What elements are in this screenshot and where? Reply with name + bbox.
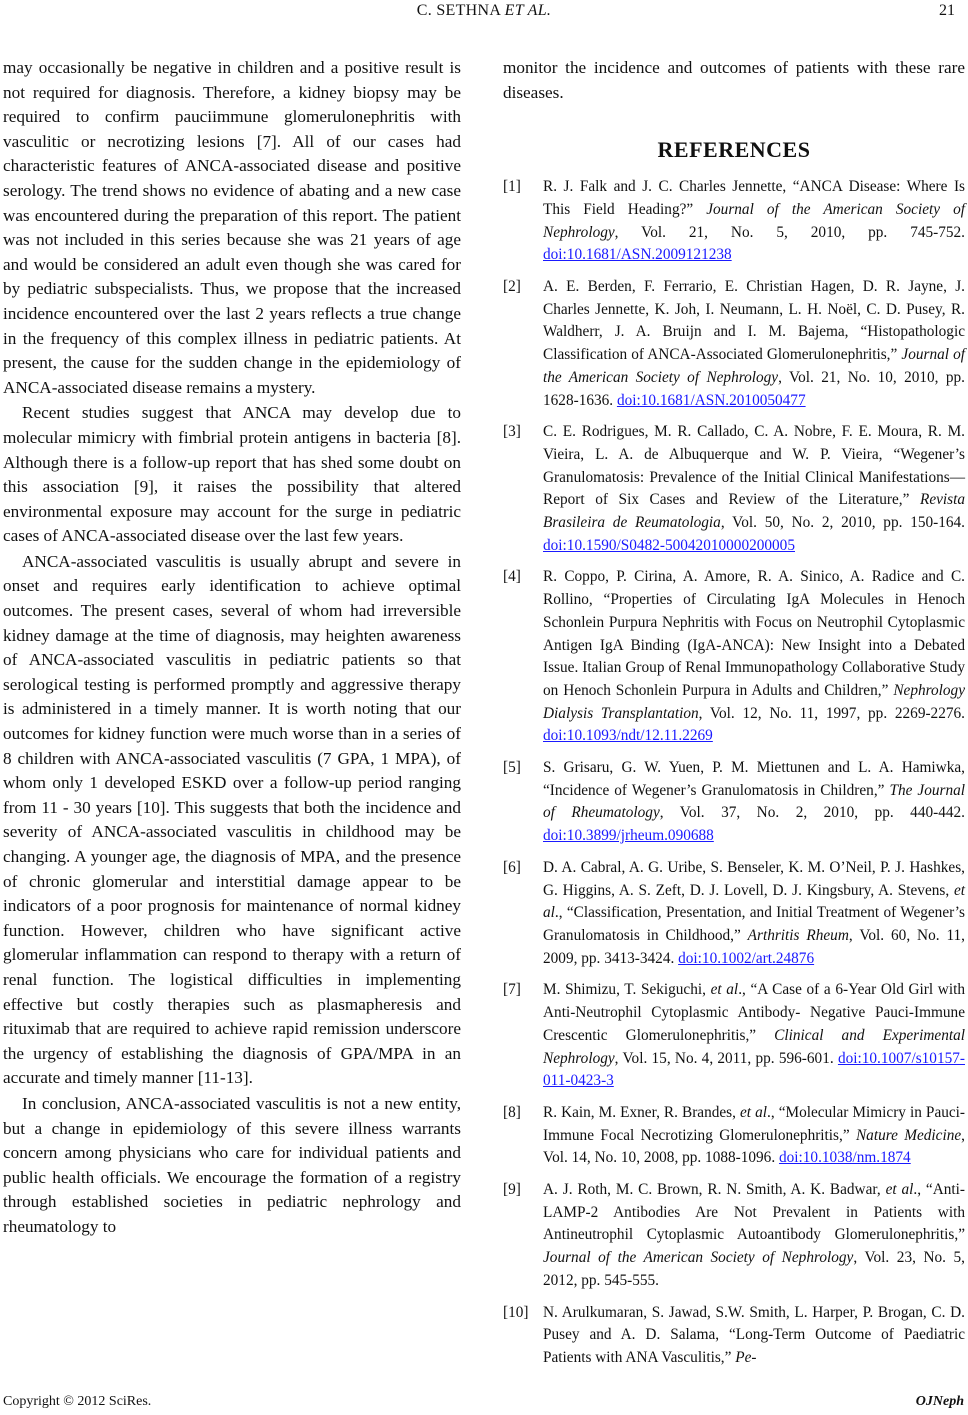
reference-journal: Revista Brasileira de Reumatologia <box>543 491 965 532</box>
reference-title: ., “Anti-LAMP-2 Antibodies Are Not Prevalent in Patients with Antineutrophil Cytoplasmic Autoantibody Glomerulonephritis,” <box>543 1181 965 1244</box>
reference-journal: Journal of the American Society of Nephrology <box>543 1249 854 1267</box>
journal-abbreviation: OJNeph <box>915 1394 964 1409</box>
reference-item <box>503 421 965 557</box>
reference-number: [7] <box>503 981 521 999</box>
copyright-notice: Copyright © 2012 SciRes. <box>3 1394 152 1409</box>
page-number: 21 <box>939 2 955 19</box>
reference-volume-pages: , Vol. 50, No. 2, 2010, pp. 150-164. <box>720 514 966 532</box>
reference-title: ., “A Case of a 6-Year Old Girl with Anti-Neutrophil Cytoplasmic Antibody- Negative Pauci-Immune Crescentic Glomerulonephritis,” <box>543 981 965 1044</box>
reference-number: [2] <box>503 278 521 295</box>
reference-item <box>503 1102 965 1170</box>
reference-doi-link[interactable]: doi:10.1093/ndt/12.11.2269 <box>543 727 713 745</box>
reference-doi-link[interactable]: doi:10.1590/S0482-50042010000200005 <box>543 536 795 554</box>
left-column <box>3 56 461 1240</box>
body-paragraph: Recent studies suggest that ANCA may develop due to molecular mimicry with fimbrial protein antigens in bacteria [8]. Although there is a follow-up report that has shed some doubt on this association [9], it raises the possibility that altered environmental exposure may account for the surge in pediatric cases of ANCA-associated disease over the last few years. <box>3 403 461 546</box>
reference-list <box>503 176 965 1369</box>
reference-number: [10] <box>503 1303 529 1321</box>
reference-etal: et al <box>543 881 965 922</box>
reference-text <box>543 423 965 554</box>
reference-authors-title: D. A. Cabral, A. G. Uribe, S. Benseler, K. M. O’Neil, P. J. Hashkes, G. Higgins, A. S. Zeft, D. J. Lovell, D. J. Kingsbury, A. Stevens, <box>543 858 965 899</box>
reference-journal: Pe- <box>735 1348 757 1366</box>
page-header <box>0 0 968 30</box>
running-head-etal: ET AL. <box>504 2 552 19</box>
reference-authors-title: R. J. Falk and J. C. Charles Jennette, “ANCA Disease: Where Is This Field Heading?” <box>543 178 965 218</box>
reference-authors-title: A. J. Roth, M. C. Brown, R. N. Smith, A. K. Badwar, <box>543 1181 886 1199</box>
reference-volume-pages: , Vol. 21, No. 5, 2010, pp. 745-752. <box>614 223 965 241</box>
running-head <box>0 2 968 20</box>
reference-volume-pages: , Vol. 15, No. 4, 2011, pp. 596-601. <box>614 1049 838 1067</box>
reference-text <box>543 1104 965 1166</box>
reference-etal: et al <box>885 1181 914 1199</box>
reference-journal: Clinical and Experimental Nephrology <box>543 1026 966 1067</box>
right-column <box>503 56 965 1379</box>
reference-title: ., “Classification, Presentation, and Initial Treatment of Wegener’s Granulomatosis in Childhood,” <box>543 904 965 944</box>
reference-item <box>503 1302 965 1370</box>
reference-volume-pages: , Vol. 23, No. 5, 2012, pp. 545-555. <box>543 1249 965 1289</box>
reference-volume-pages: , Vol. 14, No. 10, 2008, pp. 1088-1096. <box>543 1126 965 1167</box>
reference-text <box>543 1304 965 1366</box>
reference-journal: Journal of the American Society of Nephrology <box>543 200 965 241</box>
reference-authors-title: C. E. Rodrigues, M. R. Callado, C. A. Nobre, F. E. Moura, R. M. Vieira, L. A. de Albuquerque and W. P. Vieira, “Wegener’s Granulomatosis: Prevalence of the Initial Clinical Manifestations—Report of Six Cases and Review of the Literature,” <box>543 423 965 509</box>
reference-volume-pages: , Vol. 21, No. 10, 2010, pp. 1628-1636. <box>543 368 966 409</box>
reference-text <box>543 568 965 744</box>
reference-journal: Journal of the American Society of Nephrology <box>543 346 965 386</box>
reference-item <box>503 276 965 412</box>
reference-title: ., “Molecular Mimicry in Pauci-Immune Focal Necrotizing Glomerulonephritis,” <box>543 1103 966 1144</box>
reference-item <box>503 1179 965 1293</box>
reference-journal: The Journal of Rheumatology <box>543 781 965 822</box>
reference-journal: Nature Medicine <box>855 1126 962 1144</box>
reference-doi-link[interactable]: doi:10.3899/jrheum.090688 <box>543 827 714 845</box>
reference-text <box>543 178 965 263</box>
reference-authors-title: A. E. Berden, F. Ferrario, E. Christian Hagen, D. R. Jayne, J. Charles Jennette, K. Joh, I. Neumann, L. H. Noël, C. D. Pusey, R. Waldherr, J. A. Bruijn and I. M. Bajema, “Histopathologic Classification of ANCA-Associated Glomerulonephritis,” <box>543 278 965 364</box>
body-paragraph: ANCA-associated vasculitis is usually abrupt and severe in onset and requires early identification to achieve optimal outcomes. The present cases, several of whom had irreversible kidney damage at the time of diagnosis, may heighten awareness of ANCA-associated vasculitis in pediatric patients so that serological testing is performed promptly and aggressive therapy is administered in a timely manner. It is worth noting that our outcomes for kidney function were much worse than in a series of 8 children with ANCA-associated vasculitis (7 GPA, 1 MPA), of whom only 1 developed ESKD over a follow-up period ranging from 11 - 30 years [10]. This suggests that both the incidence and severity of ANCA-associated vasculitis in childhood may be changing. A younger age, the diagnosis of MPA, and the presence of chronic glomerular and interstitial damage appear to be indicators of a poor prognosis for maintenance of normal kidney function. However, children who have significant active glomerular inflammation can respond to therapy with a return of renal function. The logistical difficulties in implementing effective but costly therapies such as plasmapheresis and rituximab that are required to achieve rapid remission underscore the urgency of establishing the diagnosis of GPA/MPA in an accurate and timely manner [11-13]. <box>3 551 461 1088</box>
reference-number: [3] <box>503 423 521 441</box>
reference-number: [5] <box>503 759 521 777</box>
reference-authors-title: R. Coppo, P. Cirina, A. Amore, R. A. Sinico, A. Radice and C. Rollino, “Properties of Circulating IgA Molecules in Henoch Schonlein Purpura Nephritis with Focus on Neutrophil Cytoplasmic Antigen IgA Binding (IgA-ANCA): New Insight into a Debated Issue. Italian Group of Renal Immunopathology Collaborative Study on Henoch Schonlein Purpura in Adults and Children,” <box>543 568 965 699</box>
references-heading: REFERENCES <box>657 137 811 163</box>
reference-etal: et al <box>710 981 739 999</box>
reference-authors-title: R. Kain, M. Exner, R. Brandes, <box>543 1103 741 1121</box>
reference-authors-title: N. Arulkumaran, S. Jawad, S.W. Smith, L. Harper, P. Brogan, C. D. Pusey and A. D. Salama, “Long-Term Outcome of Paediatric Patients with ANA Vasculitis,” <box>543 1303 965 1366</box>
body-paragraph: In conclusion, ANCA-associated vasculitis is not a new entity, but a change in epidemiology of this severe illness warrants concern among physicians who care for individual patients and public health officials. We encourage the formation of a registry through established societies in pediatric nephrology and rheumatology to <box>3 1093 461 1236</box>
reference-text <box>543 859 965 967</box>
reference-number: [8] <box>503 1103 521 1121</box>
reference-number: [4] <box>503 568 521 586</box>
reference-item <box>503 979 965 1093</box>
reference-number: [1] <box>503 178 521 196</box>
running-head-authors: C. SETHNA <box>416 2 505 19</box>
reference-doi-link[interactable]: doi:10.1038/nm.1874 <box>778 1149 911 1167</box>
reference-doi-link[interactable]: doi:10.1681/ASN.2009121238 <box>543 246 732 264</box>
reference-doi-link[interactable]: doi:10.1681/ASN.2010050477 <box>616 391 806 409</box>
reference-journal: Arthritis Rheum <box>747 926 849 944</box>
body-paragraph-continuation: monitor the incidence and outcomes of patients with these rare diseases. <box>503 58 965 102</box>
reference-etal: et al <box>740 1103 768 1121</box>
reference-text <box>543 981 965 1089</box>
reference-item <box>503 857 965 971</box>
page-footer <box>0 1394 968 1414</box>
reference-authors-title: M. Shimizu, T. Sekiguchi, <box>543 981 711 999</box>
reference-text <box>543 759 965 844</box>
reference-text <box>543 1181 965 1289</box>
reference-item <box>503 176 965 267</box>
reference-volume-pages: , Vol. 37, No. 2, 2010, pp. 440-442. <box>659 804 965 822</box>
reference-text <box>543 278 965 409</box>
reference-item <box>503 566 965 748</box>
reference-authors-title: S. Grisaru, G. W. Yuen, P. M. Miettunen and L. A. Hamiwka, “Incidence of Wegener’s Granulomatosis in Children,” <box>543 759 965 799</box>
reference-volume-pages: , Vol. 60, No. 11, 2009, pp. 3413-3424. <box>543 926 966 967</box>
reference-journal: Nephrology Dialysis Transplantation <box>543 681 965 722</box>
reference-doi-link[interactable]: doi:10.1002/art.24876 <box>678 949 815 967</box>
reference-item <box>503 757 965 848</box>
reference-volume-pages: , Vol. 12, No. 11, 1997, pp. 2269-2276. <box>698 704 965 722</box>
reference-doi-link[interactable]: doi:10.1007/s10157-011-0423-3 <box>543 1049 965 1090</box>
reference-number: [6] <box>503 858 521 876</box>
body-paragraph: may occasionally be negative in children and a positive result is not required for diagnosis. Therefore, a kidney biopsy may be required to confirm pauciimmune glomerulonephritis with vasculitic or necrotizing lesions [7]. All of our cases had characteristic features of ANCA-associated disease and positive serology. The trend shows no evidence of abating and a new case was encountered during the preparation of this report. The patient was not included in this series because she was 21 years of age and would be considered an adult even though she was cared for by pediatric subspecialists. Thus, we propose that the increased incidence encountered over the last 2 years reflects a true change in the frequency of this complex illness in pediatric patients. At present, the cause for the sudden change in the epidemiology of ANCA-associated disease remains a mystery. <box>3 58 461 397</box>
reference-number: [9] <box>503 1181 521 1199</box>
